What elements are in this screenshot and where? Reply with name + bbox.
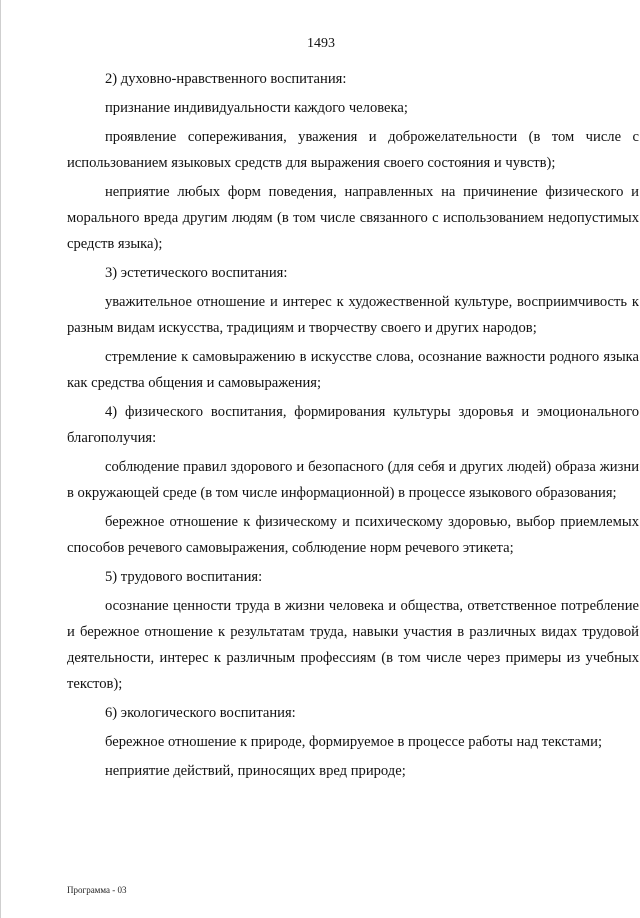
list-item: бережное отношение к природе, формируемое в процессе работы над текстами; [105, 734, 602, 750]
list-item: неприятие любых форм поведения, направленных на причинение физического и морального вреда другим людям (в том числе связанного с использованием недопустимых средств языка); [67, 184, 639, 252]
list-item: осознание ценности труда в жизни человека и общества, ответственное потребление и бережное отношение к результатам труда, навыки участия в различных видах трудовой деятельности, интерес к различным профессиям (в том числе через примеры из учебных текстов); [67, 598, 639, 692]
section-heading-spiritual: 2) духовно-нравственного воспитания: [105, 71, 347, 87]
page-number: 1493 [307, 36, 335, 51]
list-item: проявление сопереживания, уважения и доброжелательности (в том числе с использованием языковых средств для выражения своего состояния и чувств); [67, 129, 639, 171]
list-item: стремление к самовыражению в искусстве слова, осознание важности родного языка как средства общения и самовыражения; [67, 349, 639, 391]
list-item: соблюдение правил здорового и безопасного (для себя и других людей) образа жизни в окружающей среде (в том числе информационной) в процессе языкового образования; [67, 459, 639, 501]
section-heading-aesthetic: 3) эстетического воспитания: [105, 265, 288, 281]
section-heading-ecological: 6) экологического воспитания: [105, 705, 296, 721]
list-item: бережное отношение к физическому и психическому здоровью, выбор приемлемых способов речевого самовыражения, соблюдение норм речевого этикета; [67, 514, 639, 556]
list-item: неприятие действий, приносящих вред природе; [105, 763, 406, 779]
section-heading-labor: 5) трудового воспитания: [105, 569, 263, 585]
list-item: признание индивидуальности каждого человека; [105, 100, 408, 116]
section-heading-physical: 4) физического воспитания, формирования культуры здоровья и эмоционального благополучия: [67, 404, 639, 446]
footer-label: Программа - 03 [67, 885, 127, 895]
list-item: уважительное отношение и интерес к художественной культуре, восприимчивость к разным видам искусства, традициям и творчеству своего и других народов; [67, 294, 639, 336]
document-body [67, 66, 639, 787]
